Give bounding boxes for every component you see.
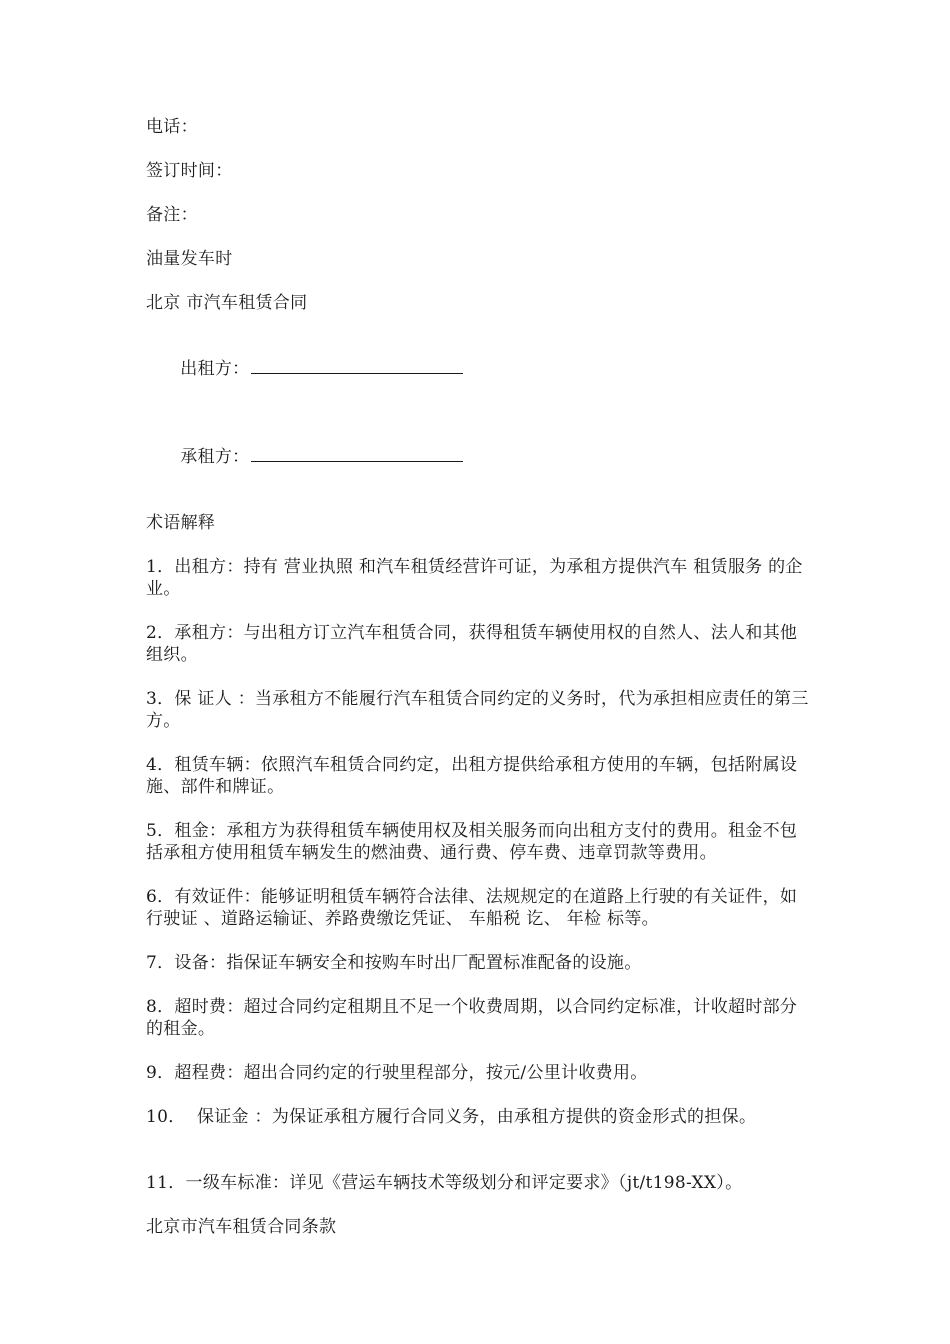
- term-item: 7．设备：指保证车辆安全和按购车时出厂配置标准配备的设施。: [146, 953, 642, 973]
- term-item: 9．超程费：超出合同约定的行驶里程部分，按元/公里计收费用。: [146, 1063, 648, 1083]
- lessee-blank-line: [251, 447, 463, 462]
- phone-label: 电话：: [146, 117, 198, 137]
- term-item: 1．出租方：持有 营业执照 和汽车租赁经营许可证，为承租方提供汽车 租赁服务 的企业。: [146, 557, 803, 599]
- term-item: 2．承租方：与出租方订立汽车租赁合同，获得租赁车辆使用权的自然人、法人和其他组织。: [146, 623, 798, 665]
- lessor-blank-line: [251, 359, 463, 374]
- lessee-field: [146, 424, 811, 490]
- term-item: 11．一级车标准：详见《营运车辆技术等级划分和评定要求》（jt/t198-XX）。: [146, 1173, 743, 1193]
- term-item: 4．租赁车辆：依照汽车租赁合同约定，出租方提供给承租方使用的车辆，包括附属设施、部件和牌证。: [146, 755, 798, 797]
- lessee-label: 承租方：: [180, 447, 250, 467]
- clauses-heading: 北京市汽车租赁合同条款: [146, 1217, 337, 1237]
- term-item: 6．有效证件：能够证明租赁车辆符合法律、法规规定的在道路上行驶的有关证件，如 行驶证 、道路运输证、养路费缴讫凭证、 车船税 讫、 年检 标等。: [146, 887, 803, 929]
- terms-heading: 术语解释: [146, 513, 216, 533]
- remarks-label: 备注：: [146, 205, 198, 225]
- lessor-field: [146, 336, 811, 402]
- term-item: 3．保 证人 ：当承租方不能履行汽车租赁合同约定的义务时，代为承担相应责任的第三方。: [146, 689, 809, 731]
- term-item: 8．超时费：超过合同约定租期且不足一个收费周期，以合同约定标准，计收超时部分的租金。: [146, 997, 798, 1039]
- contract-title: 北京 市汽车租赁合同: [146, 293, 308, 313]
- lessor-label: 出租方：: [180, 359, 250, 379]
- fuel-label: 油量发车时: [146, 249, 233, 269]
- term-item: 5．租金：承租方为获得租赁车辆使用权及相关服务而向出租方支付的费用。租金不包括承租方使用租赁车辆发生的燃油费、通行费、停车费、违章罚款等费用。: [146, 821, 798, 863]
- document-body: [146, 116, 811, 1260]
- term-item: 10． 保证金 ：为保证承租方履行合同义务，由承租方提供的资金形式的担保。: [146, 1107, 757, 1127]
- sign-time-label: 签订时间：: [146, 161, 233, 181]
